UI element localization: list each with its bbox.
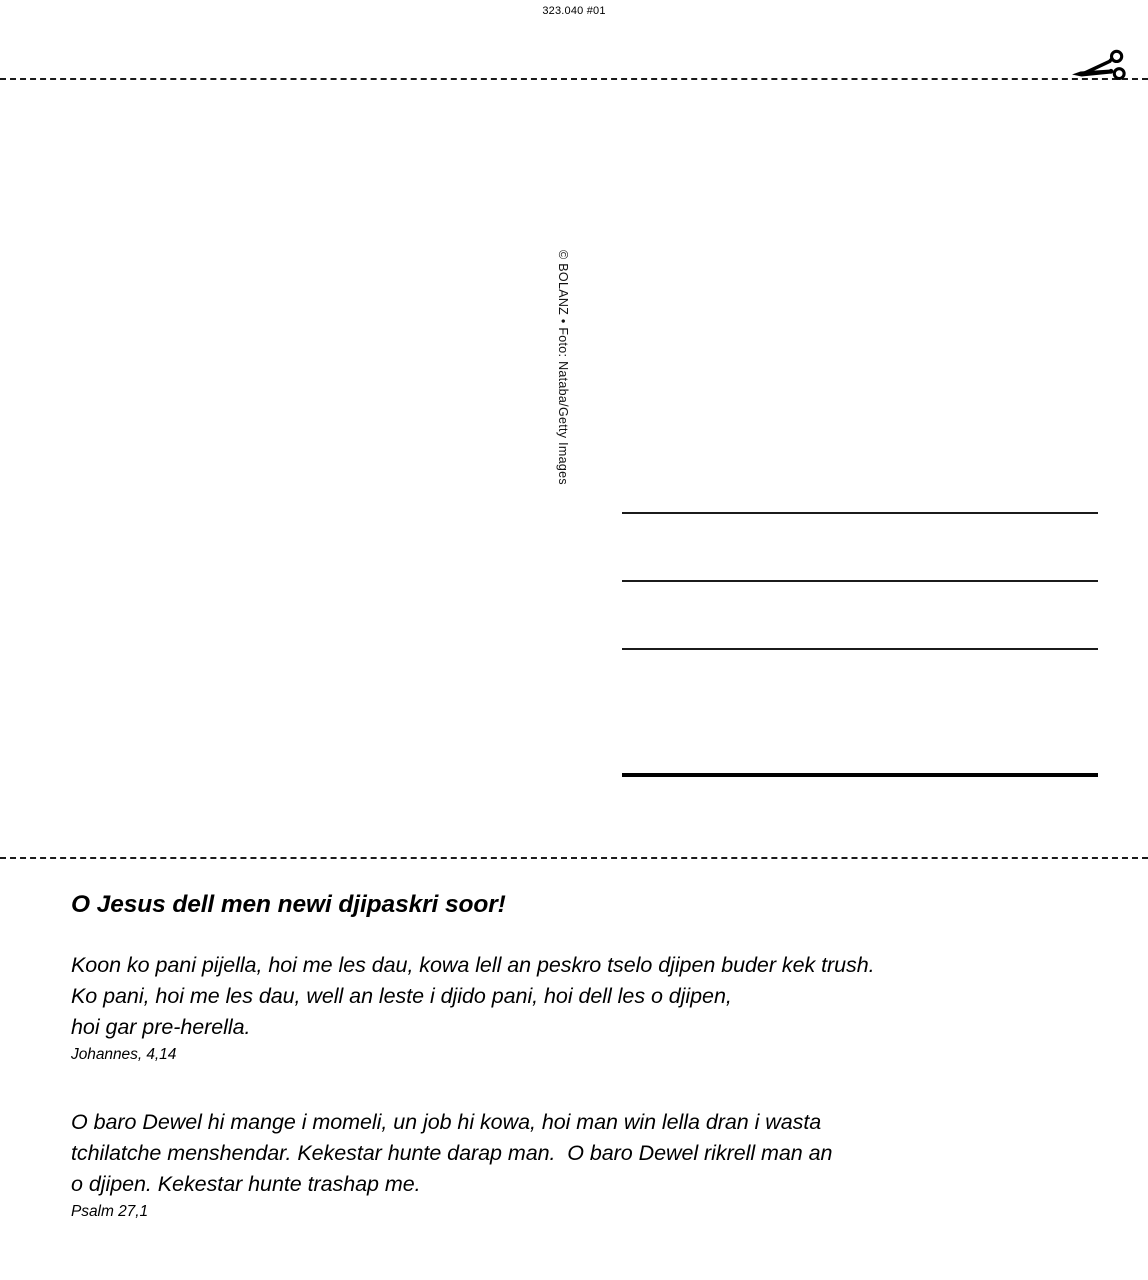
postcard-body [0,80,1148,856]
article-code: 323.040 #01 [542,5,606,17]
verse-line: Koon ko pani pijella, hoi me les dau, kowa lell an peskro tselo djipen buder kek trush. [71,953,875,977]
verse-passage-1 [71,950,1101,1066]
verse-reference: Psalm 27,1 [71,1203,149,1220]
verse-line: tchilatche menshendar. Kekestar hunte darap man. O baro Dewel rikrell man an [71,1141,833,1165]
verse-line: O baro Dewel hi mange i momeli, un job hi kowa, hoi man win lella dran i wasta [71,1110,822,1134]
verse-reference: Johannes, 4,14 [71,1046,177,1063]
address-line-1[interactable] [622,512,1098,514]
verse-line: hoi gar pre-herella. [71,1015,251,1039]
address-line-3[interactable] [622,648,1098,650]
cut-line-bottom [0,857,1148,859]
photo-credit: © BOLANZ • Foto: Nataba/Getty Images [556,250,570,485]
verse-line: Ko pani, hoi me les dau, well an leste i djido pani, hoi dell les o djipen, [71,984,732,1008]
page-title: O Jesus dell men newi djipaskri soor! [71,891,506,918]
address-line-2[interactable] [622,580,1098,582]
verse-passage-2 [71,1107,1101,1223]
address-line-4[interactable] [622,773,1098,777]
verse-line: o djipen. Kekestar hunte trashap me. [71,1172,421,1196]
verse-section [71,890,1101,1223]
address-field[interactable] [622,80,1098,856]
